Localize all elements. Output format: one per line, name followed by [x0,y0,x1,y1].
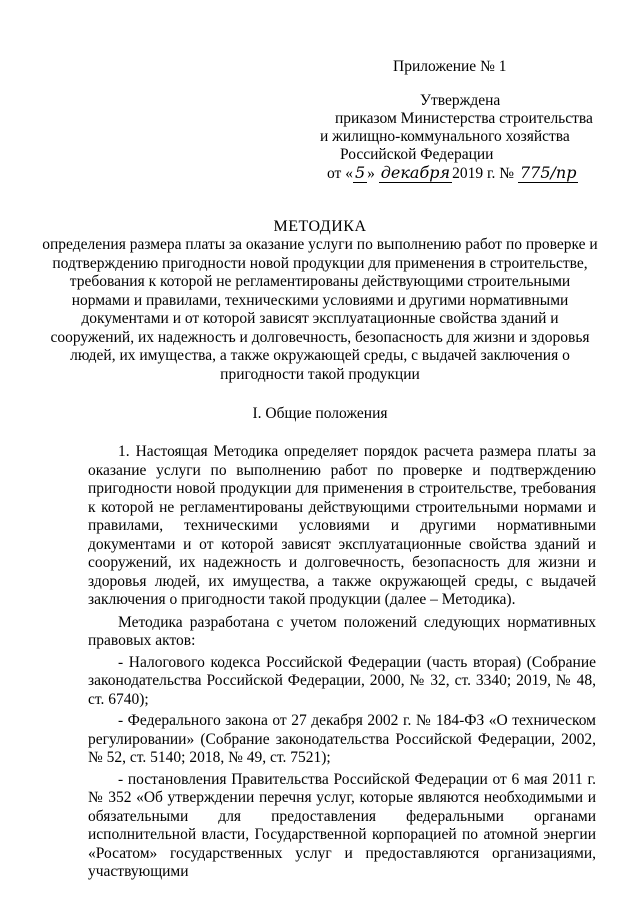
section-title: I. Общие положения [252,405,388,422]
approval-line-4: Российской Федерации [340,146,494,163]
date-year: 2019 г. № [452,165,515,182]
date-mid: » [367,165,375,182]
document-subtitle: определения размера платы за оказание услуги по выполнению работ по проверке и подтверждению пригодности новой продукции для применения в строительстве, требования к которой не регламентированы действующими строительными нормами и правилами, техническими условиями и другими нормативными документами и от которой зависят эксплуатационные свойства зданий и сооружений, их надежность и долговечность, безопасность для жизни и здоровья людей, их имущества, а также окружающей среды, с выдачей заключения о пригодности такой продукции [42,236,598,383]
document-body [88,443,596,882]
paragraph-4: - Федерального закона от 27 декабря 2002 г. № 184-ФЗ «О техническом регулировании» (Собрание законодательства Российской Федерации, 2002, № 52, ст. 5140; 2018, № 49, ст. 7521); [88,712,596,766]
approval-line-2: приказом Министерства строительства [335,110,593,127]
paragraph-2: Методика разработана с учетом положений следующих нормативных правовых актов: [88,613,596,649]
date-month: декабря [380,163,451,182]
paragraph-1: 1. Настоящая Методика определяет порядок расчета размера платы за оказание услуги по выполнению работ по проверке и подтверждению пригодности новой продукции для применения в строительстве, требования к которой не регламентированы действующими строительными нормами и правилами, техническими условиями и другими нормативными документами и от которой зависят эксплуатационные свойства зданий и сооружений, их надежность и долговечность, безопасность для жизни и здоровья людей, их имущества, а также окружающей среды, с выдачей заключения о пригодности такой продукции (далее – Методика). [88,443,596,608]
approved-label: Утверждена [420,92,501,109]
annex-label: Приложение № 1 [393,58,507,75]
date-day: 5 [354,163,366,182]
paragraph-3: - Налогового кодекса Российской Федерации (часть вторая) (Собрание законодательства Российской Федерации, 2000, № 32, ст. 3340; 2019, № 48, ст. 6740); [88,653,596,708]
order-date-line [327,164,578,183]
document-title: МЕТОДИКА [273,218,367,235]
approval-line-3: и жилищно-коммунального хозяйства [320,128,570,145]
date-prefix: от « [327,165,353,182]
paragraph-5: - постановления Правительства Российской Федерации от 6 мая 2011 г. № 352 «Об утверждении перечня услуг, которые являются необходимыми и обязательными для предоставления федеральными органами исполнительной власти, Государственной корпорацией по атомной энергии «Росатом» государственных услуг и предоставляются организациями, участвующими [88,770,596,880]
order-number: 775/пр [519,163,577,182]
